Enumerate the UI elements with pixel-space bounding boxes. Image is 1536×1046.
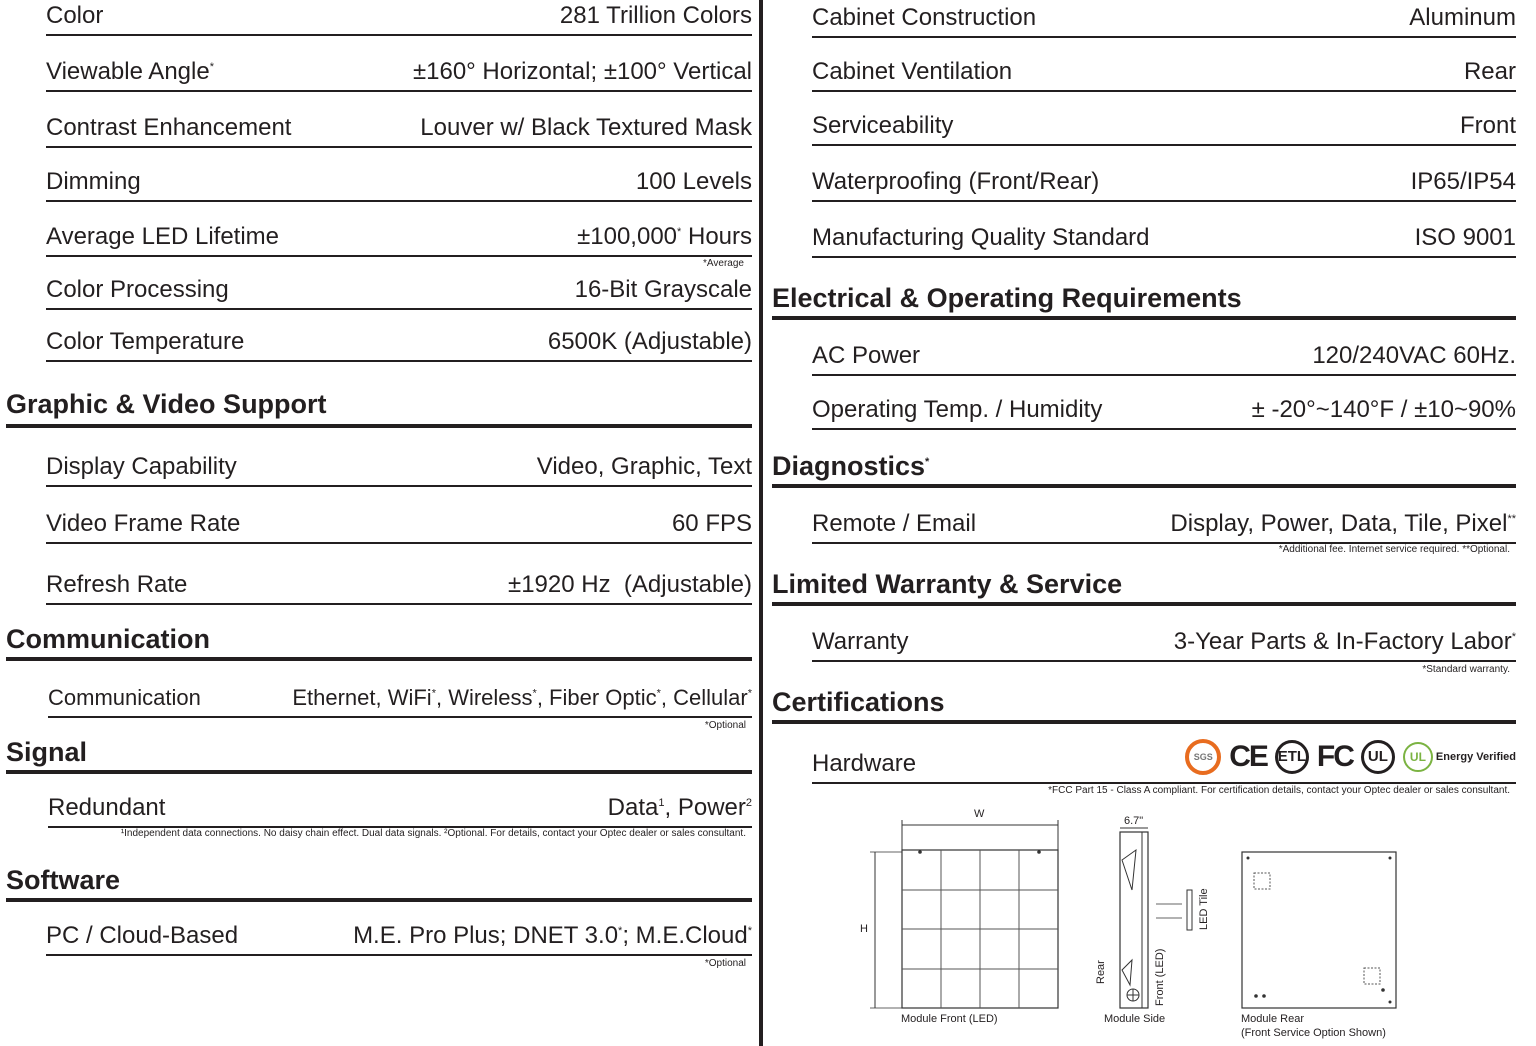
spec-row-frame-rate <box>46 500 752 544</box>
spec-row-software <box>46 914 752 956</box>
spec-label: Cabinet Construction <box>812 4 1037 31</box>
spec-label: Color <box>46 2 104 29</box>
spec-row-contrast <box>46 106 752 148</box>
ul-energy-icon: UL <box>1403 742 1433 772</box>
certification-logos <box>1185 739 1516 775</box>
section-heading-warranty: Limited Warranty & Service <box>772 568 1516 606</box>
spec-label: Waterproofing (Front/Rear) <box>812 168 1100 195</box>
spec-label: Communication <box>48 685 201 710</box>
spec-label: Average LED Lifetime <box>46 223 280 250</box>
spec-label: Contrast Enhancement <box>46 114 292 141</box>
warranty-note: *Standard warranty. <box>1422 664 1510 675</box>
side-caption: Module Side <box>1104 1013 1166 1025</box>
spec-label: PC / Cloud-Based <box>46 922 239 949</box>
spec-label: Cabinet Ventilation <box>812 58 1013 85</box>
spec-value: M.E. Pro Plus; DNET 3.0*; M.E.Cloud* <box>353 922 752 949</box>
spec-value: Ethernet, WiFi*, Wireless*, Fiber Optic*, Cellular* <box>292 685 752 710</box>
software-note: *Optional <box>704 958 746 969</box>
spec-row-serviceability <box>812 104 1516 146</box>
section-heading-communication: Communication <box>6 623 752 661</box>
spec-label: Warranty <box>812 628 909 655</box>
rear-caption-note: (Front Service Option Shown) <box>1241 1027 1386 1039</box>
spec-row-display-capability <box>46 442 752 487</box>
module-rear-drawing <box>1242 852 1396 1008</box>
spec-value: Aluminum <box>1409 4 1516 31</box>
spec-row-dimming <box>46 160 752 202</box>
front-width-label: W <box>974 808 985 820</box>
spec-label: Redundant <box>48 794 166 821</box>
spec-value: ±1920 Hz (Adjustable) <box>508 571 752 598</box>
lifetime-note: *Average <box>703 258 744 269</box>
ce-logo-icon: CE <box>1229 740 1267 773</box>
spec-row-waterproofing <box>812 160 1516 202</box>
fcc-logo-icon: FC <box>1316 740 1353 773</box>
side-tile-label: LED Tile <box>1198 888 1210 930</box>
spec-value: ± -20°~140°F / ±10~90% <box>1251 396 1516 423</box>
section-heading-software: Software <box>6 864 752 902</box>
section-heading-electrical: Electrical & Operating Requirements <box>772 282 1516 320</box>
spec-row-warranty <box>812 620 1516 662</box>
spec-value: IP65/IP54 <box>1410 168 1516 195</box>
spec-row-cabinet-construction <box>812 0 1516 38</box>
energy-verified-text: Energy Verified <box>1435 751 1516 763</box>
spec-label: Display Capability <box>46 453 237 480</box>
spec-value: Data$^1$, Power$^2$ <box>607 794 752 821</box>
side-front-label: Front (LED) <box>1154 948 1166 1006</box>
spec-row-hardware <box>812 736 1516 784</box>
front-caption: Module Front (LED) <box>901 1013 998 1025</box>
spec-label: Viewable Angle* <box>46 58 214 85</box>
spec-label: Operating Temp. / Humidity <box>812 396 1103 423</box>
signal-note: ¹Independent data connections. No daisy chain effect. Dual data signals. ²Optional. For details, contact your Optec dealer or sales consultant. <box>120 828 746 839</box>
side-rear-label: Rear <box>1095 960 1107 984</box>
spec-value: Video, Graphic, Text <box>536 453 752 480</box>
spec-value: ISO 9001 <box>1414 224 1516 251</box>
section-heading-signal: Signal <box>6 736 752 774</box>
spec-value: ±100,000* Hours <box>577 223 752 250</box>
rear-caption: Module Rear <box>1241 1013 1304 1025</box>
module-front-drawing <box>870 820 1058 1008</box>
spec-label: Remote / Email <box>812 510 977 537</box>
spec-label: AC Power <box>812 342 921 369</box>
spec-value: 120/240VAC 60Hz. <box>1312 342 1516 369</box>
spec-label: Color Processing <box>46 276 229 303</box>
spec-value: 6500K (Adjustable) <box>547 328 752 355</box>
etl-logo-icon: ETL <box>1275 740 1309 774</box>
spec-value: Front <box>1459 112 1516 139</box>
spec-value: Rear <box>1463 58 1516 85</box>
spec-row-communication <box>48 676 752 718</box>
spec-row-ac-power <box>812 334 1516 376</box>
spec-value: 3-Year Parts & In-Factory Labor* <box>1173 628 1516 655</box>
communication-note: *Optional <box>704 720 746 731</box>
spec-row-redundant <box>48 786 752 828</box>
section-heading-graphic-video: Graphic & Video Support <box>6 388 752 428</box>
spec-row-viewable-angle <box>46 50 752 92</box>
spec-row-operating-temp <box>812 388 1516 430</box>
certification-note: *FCC Part 15 - Class A compliant. For certification details, contact your Optec dealer or sales consultant. <box>1048 785 1510 796</box>
sgs-logo-icon: SGS <box>1185 739 1221 775</box>
spec-label: Hardware <box>812 750 917 777</box>
section-heading-diagnostics: Diagnostics* <box>772 450 1516 488</box>
spec-row-refresh-rate <box>46 562 752 605</box>
spec-row-cabinet-ventilation <box>812 50 1516 92</box>
spec-row-color <box>46 0 752 36</box>
energy-verified-logo <box>1403 742 1516 772</box>
spec-value: 16-Bit Grayscale <box>574 276 752 303</box>
front-height-label: H <box>860 923 868 935</box>
spec-label: Refresh Rate <box>46 571 188 598</box>
column-divider <box>759 0 763 1046</box>
spec-label: Serviceability <box>812 112 954 139</box>
spec-label: Color Temperature <box>46 328 245 355</box>
spec-value: ±160° Horizontal; ±100° Vertical <box>412 58 752 85</box>
spec-row-remote-email <box>812 500 1516 544</box>
spec-label: Video Frame Rate <box>46 510 241 537</box>
spec-label: Dimming <box>46 168 141 195</box>
module-diagrams <box>850 810 1490 1046</box>
diagnostics-note: *Additional fee. Internet service required. **Optional. <box>1278 544 1510 555</box>
side-depth-label: 6.7" <box>1124 815 1144 827</box>
spec-row-led-lifetime <box>46 214 752 257</box>
spec-row-quality-standard <box>812 216 1516 258</box>
spec-row-color-temperature <box>46 320 752 362</box>
spec-label: Manufacturing Quality Standard <box>812 224 1150 251</box>
section-heading-certifications: Certifications <box>772 686 1516 724</box>
ul-logo-icon: UL <box>1361 740 1395 774</box>
spec-value: Louver w/ Black Textured Mask <box>420 114 752 141</box>
spec-value: 60 FPS <box>671 510 752 537</box>
spec-row-color-processing <box>46 268 752 310</box>
spec-value: 100 Levels <box>635 168 752 195</box>
spec-value: 281 Trillion Colors <box>559 2 752 29</box>
spec-value: Display, Power, Data, Tile, Pixel** <box>1170 510 1516 537</box>
